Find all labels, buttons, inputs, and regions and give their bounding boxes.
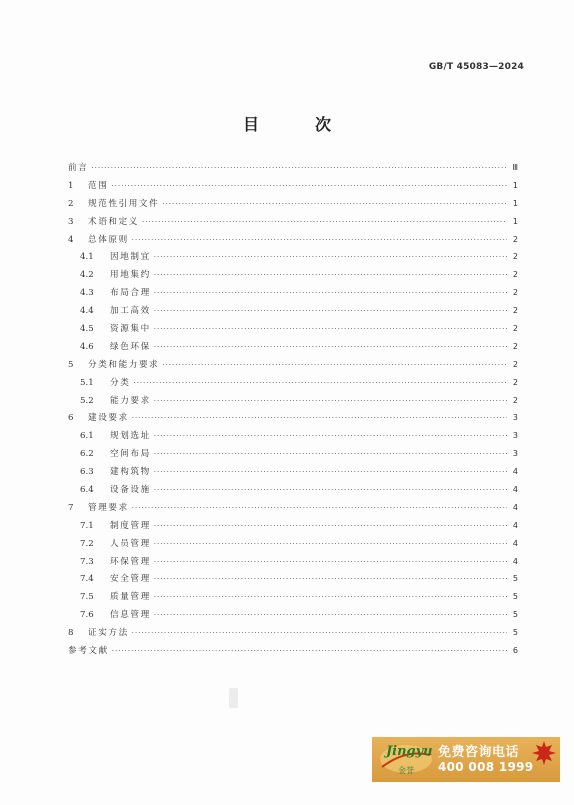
toc-entry-number: 6.1 [80, 431, 94, 442]
toc-entry-page: 1 [512, 216, 518, 226]
toc-dot-leader [142, 218, 507, 226]
toc-entry-page: 2 [512, 359, 518, 369]
toc-entry-number: 7 [68, 502, 74, 513]
toc-entry[interactable] [68, 626, 518, 644]
toc-entry[interactable] [68, 447, 518, 465]
toc-entry-number: 4.2 [80, 270, 94, 281]
toc-entry-page: 4 [512, 467, 518, 477]
toc-entry-label: 质量管理 [110, 592, 151, 603]
toc-entry-page: 6 [512, 646, 518, 656]
toc-entry-page: 4 [512, 556, 518, 566]
toc-entry-number: 6 [68, 413, 74, 424]
standard-number: GB/T 45083—2024 [428, 62, 524, 72]
toc-entry[interactable] [68, 572, 518, 590]
toc-entry-number: 5.1 [80, 377, 94, 388]
toc-dot-leader [154, 307, 507, 315]
ad-phone-number[interactable]: 400 008 1999 [438, 760, 534, 774]
toc-entry-label: 布局合理 [110, 288, 151, 299]
toc-entry-number: 4 [68, 234, 74, 245]
toc-entry-page: 2 [512, 324, 518, 334]
toc-entry[interactable] [68, 376, 518, 394]
company-logo [378, 741, 434, 778]
toc-entry[interactable] [68, 215, 518, 233]
toc-dot-leader [132, 504, 507, 512]
toc-entry[interactable] [68, 429, 518, 447]
logo-text: Jingyu [386, 744, 433, 759]
toc-entry-label: 建构筑物 [110, 467, 151, 478]
toc-entry[interactable] [68, 644, 518, 662]
toc-entry-label: 设备设施 [110, 485, 151, 496]
toc-entry-number: 1 [68, 180, 74, 191]
toc-dot-leader [154, 611, 507, 619]
toc-entry-label: 分类和能力要求 [88, 359, 160, 370]
toc-entry-label: 管理要求 [88, 502, 129, 513]
toc-entry[interactable] [68, 304, 518, 322]
toc-entry-page: 4 [512, 520, 518, 530]
toc-dot-leader [133, 379, 507, 387]
toc-entry-label: 空间布局 [110, 449, 151, 460]
toc-dot-leader [154, 593, 507, 601]
toc-dot-leader [154, 575, 507, 583]
toc-entry[interactable] [68, 483, 518, 501]
toc-dot-leader [154, 450, 507, 458]
toc-entry-number: 4.1 [80, 252, 94, 263]
toc-entry-number: 4.6 [80, 341, 94, 352]
toc-dot-leader [132, 414, 507, 422]
toc-dot-leader [154, 486, 507, 494]
toc-entry-number: 7.6 [80, 610, 94, 621]
toc-dot-leader [111, 182, 507, 190]
toc-entry-label: 用地集约 [110, 270, 151, 281]
toc-entry-page: 5 [512, 574, 518, 584]
toc-entry-page: Ⅲ [512, 163, 518, 172]
toc-entry-page: 1 [512, 180, 518, 190]
toc-entry-number: 6.2 [80, 449, 94, 460]
toc-entry-label: 人员管理 [110, 538, 151, 549]
toc-entry-number: 6.4 [80, 485, 94, 496]
toc-entry-page: 5 [512, 610, 518, 620]
toc-entry[interactable] [68, 358, 518, 376]
toc-entry-number: 4.4 [80, 306, 94, 317]
toc-dot-leader [162, 200, 507, 208]
toc-entry-page: 3 [512, 431, 518, 441]
toc-dot-leader [132, 236, 507, 244]
toc-entry[interactable] [68, 590, 518, 608]
toc-entry-page: 4 [512, 485, 518, 495]
toc-entry-label: 绿色环保 [110, 341, 151, 352]
toc-entry[interactable] [68, 197, 518, 215]
toc-entry-page: 2 [512, 234, 518, 244]
toc-entry-label: 加工高效 [110, 306, 151, 317]
consultation-ad-banner[interactable] [372, 737, 560, 782]
toc-dot-leader [154, 271, 507, 279]
toc-entry[interactable] [68, 411, 518, 429]
toc-entry-number: 4.3 [80, 288, 94, 299]
toc-entry-page: 2 [512, 377, 518, 387]
toc-dot-leader [132, 629, 507, 637]
toc-entry[interactable] [68, 465, 518, 483]
logo-chinese-text: 金誉 [398, 766, 414, 775]
toc-entry-label: 制度管理 [110, 520, 151, 531]
toc-dot-leader [91, 164, 507, 172]
toc-entry-number: 3 [68, 216, 74, 227]
toc-entry[interactable] [68, 519, 518, 537]
toc-entry[interactable] [68, 179, 518, 197]
toc-entry-number: 2 [68, 198, 74, 209]
toc-entry-label: 总体原则 [88, 234, 129, 245]
toc-entry-number: 5 [68, 359, 74, 370]
toc-entry-page: 5 [512, 592, 518, 602]
toc-dot-leader [154, 289, 507, 297]
toc-entry-label: 安全管理 [110, 574, 151, 585]
toc-entry-label: 前言 [68, 163, 89, 173]
toc-entry-page: 3 [512, 449, 518, 459]
toc-dot-leader [154, 558, 507, 566]
toc-entry-page: 2 [512, 395, 518, 405]
toc-entry-number: 8 [68, 628, 74, 639]
toc-entry-label: 规范性引用文件 [88, 198, 160, 209]
toc-entry-page: 2 [512, 252, 518, 262]
toc-entry-number: 5.2 [80, 395, 94, 406]
toc-entry[interactable] [68, 340, 518, 358]
toc-entry-label: 能力要求 [110, 395, 151, 406]
toc-entry-page: 3 [512, 413, 518, 423]
toc-entry[interactable] [68, 322, 518, 340]
toc-entry-page: 4 [512, 538, 518, 548]
toc-entry-number: 7.2 [80, 538, 94, 549]
toc-entry-label: 范围 [88, 180, 109, 191]
toc-entry[interactable] [68, 250, 518, 268]
toc-dot-leader [154, 343, 507, 351]
toc-entry[interactable] [68, 286, 518, 304]
ad-headline: 免费咨询电话 [438, 745, 520, 760]
toc-entry-page: 5 [512, 628, 518, 638]
toc-entry-page: 2 [512, 270, 518, 280]
toc-dot-leader [154, 432, 507, 440]
toc-entry[interactable] [68, 394, 518, 412]
toc-entry[interactable] [68, 555, 518, 573]
toc-entry[interactable] [68, 268, 518, 286]
toc-entry-number: 7.3 [80, 556, 94, 567]
toc-dot-leader [154, 540, 507, 548]
toc-entry-label: 规划选址 [110, 431, 151, 442]
toc-entry[interactable] [68, 501, 518, 519]
toc-entry[interactable] [68, 608, 518, 626]
toc-dot-leader [154, 468, 507, 476]
toc-entry-label: 建设要求 [88, 413, 129, 424]
toc-entry-page: 2 [512, 288, 518, 298]
scan-artifact [229, 688, 238, 708]
toc-entry-number: 7.4 [80, 574, 94, 585]
toc-entry-label: 参考文献 [68, 646, 109, 657]
toc-entry-number: 6.3 [80, 467, 94, 478]
toc-dot-leader [154, 397, 507, 405]
toc-entry-label: 资源集中 [110, 324, 151, 335]
toc-entry-page: 1 [512, 198, 518, 208]
toc-dot-leader [154, 522, 507, 530]
toc-dot-leader [162, 361, 507, 369]
toc-dot-leader [112, 647, 507, 655]
toc-entry-page: 2 [512, 306, 518, 316]
toc-entry[interactable] [68, 161, 518, 179]
toc-title: 目 次 [242, 115, 351, 134]
toc-entry-label: 术语和定义 [88, 216, 139, 227]
toc-entry-label: 信息管理 [110, 610, 151, 621]
toc-entry-number: 4.5 [80, 324, 94, 335]
toc-dot-leader [154, 325, 507, 333]
maple-leaf-icon [530, 739, 558, 767]
toc-entry-page: 2 [512, 341, 518, 351]
toc-entry-label: 因地制宜 [110, 252, 151, 263]
table-of-contents [68, 161, 518, 662]
toc-entry[interactable] [68, 233, 518, 251]
toc-dot-leader [154, 253, 507, 261]
toc-entry-number: 7.1 [80, 520, 94, 531]
toc-entry[interactable] [68, 537, 518, 555]
toc-entry-number: 7.5 [80, 592, 94, 603]
toc-entry-page: 4 [512, 502, 518, 512]
toc-entry-label: 环保管理 [110, 556, 151, 567]
toc-entry-label: 证实方法 [88, 628, 129, 639]
toc-entry-label: 分类 [110, 377, 131, 388]
